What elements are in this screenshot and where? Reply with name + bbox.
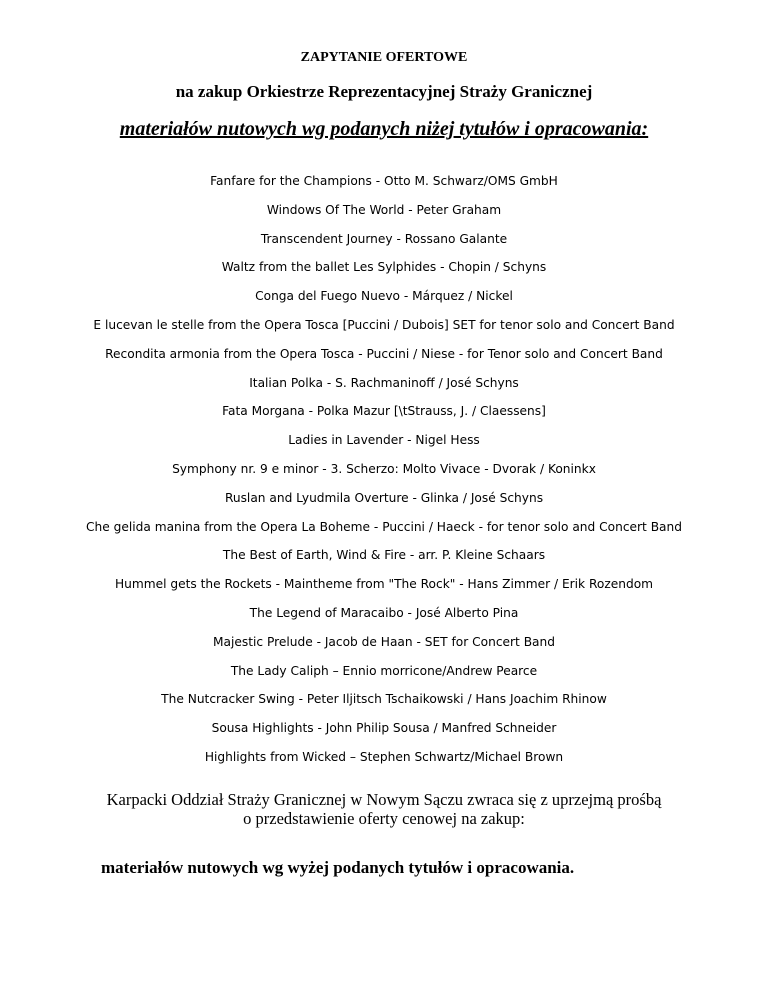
title-item: Fata Morgana - Polka Mazur [\tStrauss, J. / Claessens] [222,404,546,419]
title-item: The Lady Caliph – Ennio morricone/Andrew Pearce [230,663,538,678]
title-item: The Nutcracker Swing - Peter Iljitsch Tschaikowski / Hans Joachim Rhinow [161,692,607,707]
titles-list [0,167,768,772]
request-line-1: Karpacki Oddział Straży Granicznej w Nowym Sączu zwraca się z uprzejmą prośbą [106,790,662,809]
document-title: ZAPYTANIE OFERTOWE [300,50,468,65]
title-item: Ruslan and Lyudmila Overture - Glinka / José Schyns [224,490,544,505]
request-line-2: o przedstawienie oferty cenowej na zakup: [243,809,525,828]
title-item: Italian Polka - S. Rachmaninoff / José Schyns [249,375,519,390]
title-item: Majestic Prelude - Jacob de Haan - SET for Concert Band [213,634,555,649]
document-subtitle: na zakup Orkiestrze Reprezentacyjnej Straży Granicznej [175,82,593,101]
title-item: Waltz from the ballet Les Sylphides - Chopin / Schyns [221,260,547,275]
title-item: E lucevan le stelle from the Opera Tosca [Puccini / Dubois] SET for tenor solo and Concert Band [93,317,675,332]
title-item: Symphony nr. 9 e minor - 3. Scherzo: Molto Vivace - Dvorak / Koninkx [172,461,596,476]
document-subtitle-materials: materiałów nutowych wg podanych niżej tytułów i opracowania: [119,118,649,140]
title-item: Recondita armonia from the Opera Tosca - Puccini / Niese - for Tenor solo and Concert Band [105,346,663,361]
title-item: Ladies in Lavender - Nigel Hess [288,433,480,448]
title-item: Hummel gets the Rockets - Maintheme from "The Rock" - Hans Zimmer / Erik Rozendom [114,577,654,592]
title-item: Highlights from Wicked – Stephen Schwartz/Michael Brown [204,749,564,764]
title-item: Windows Of The World - Peter Graham [266,202,502,217]
title-item: Che gelida manina from the Opera La Boheme - Puccini / Haeck - for tenor solo and Concert Band [86,519,682,534]
title-item: The Legend of Maracaibo - José Alberto Pina [249,605,519,620]
title-item: The Best of Earth, Wind & Fire - arr. P. Kleine Schaars [222,548,546,563]
closing-line: materiałów nutowych wg wyżej podanych tytułów i opracowania. [101,858,575,877]
request-paragraph [0,790,768,828]
title-item: Sousa Highlights - John Philip Sousa / Manfred Schneider [211,721,557,736]
title-item: Transcendent Journey - Rossano Galante [260,231,508,246]
title-item: Fanfare for the Champions - Otto M. Schwarz/OMS GmbH [210,174,558,188]
title-item: Conga del Fuego Nuevo - Márquez / Nickel [255,289,513,304]
